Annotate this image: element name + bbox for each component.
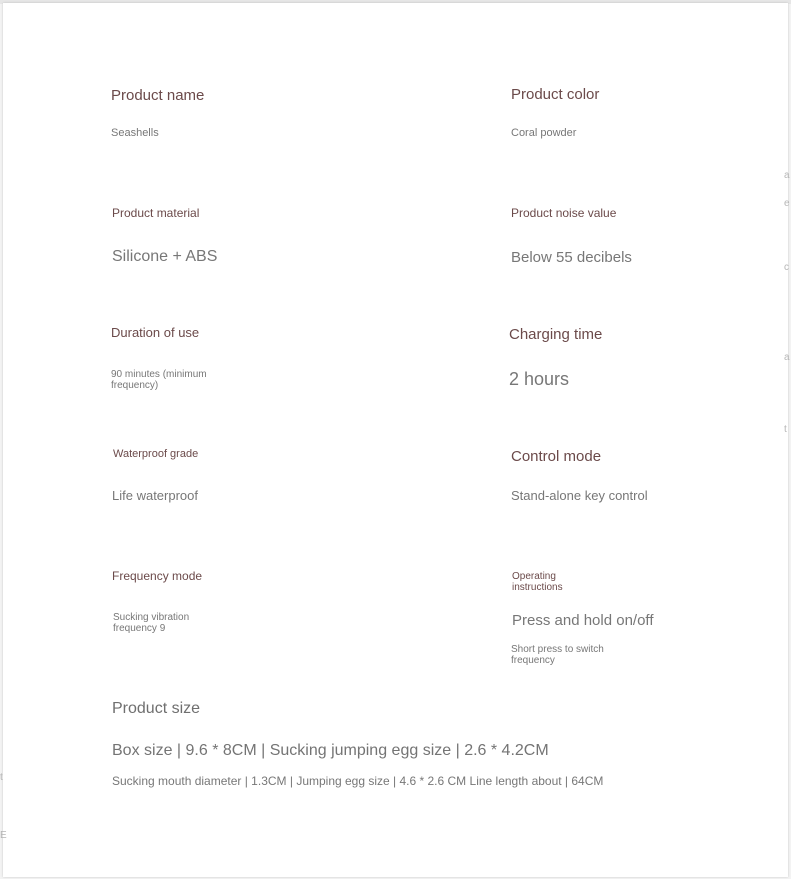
control-mode-label: Control mode xyxy=(511,448,602,465)
product-color-value: Coral powder xyxy=(511,127,577,139)
duration-value: 90 minutes (minimum frequency) xyxy=(111,369,207,391)
frequency-mode-value: Sucking vibration frequency 9 xyxy=(113,612,190,634)
product-name-value: Seashells xyxy=(111,127,159,139)
product-material-value: Silicone + ABS xyxy=(112,248,218,265)
product-size-line-1: Box size | 9.6 * 8CM | Sucking jumping egg size | 2.6 * 4.2CM xyxy=(112,742,549,759)
operating-instructions-label: Operating instructions xyxy=(512,571,563,593)
duration-label: Duration of use xyxy=(111,325,200,340)
product-name-label: Product name xyxy=(111,87,205,104)
background-fragment: t xyxy=(0,772,3,783)
product-size-line-2: Sucking mouth diameter | 1.3CM | Jumping egg size | 4.6 * 2.6 CM Line length about | 64CM xyxy=(112,774,604,788)
frequency-mode-label: Frequency mode xyxy=(112,569,203,583)
background-fragment: e xyxy=(784,198,790,209)
waterproof-label: Waterproof grade xyxy=(113,448,199,460)
background-fragment: c xyxy=(784,262,789,273)
charging-time-label: Charging time xyxy=(509,326,603,343)
product-material-label: Product material xyxy=(112,206,200,220)
product-color-label: Product color xyxy=(511,86,600,103)
operating-instructions-value: Press and hold on/off xyxy=(512,612,654,629)
background-fragment: a xyxy=(784,170,790,181)
noise-value-label: Product noise value xyxy=(511,206,617,220)
product-size-title: Product size xyxy=(112,700,201,717)
background-fragment: E xyxy=(0,830,7,841)
product-spec-sheet xyxy=(3,3,788,877)
operating-instructions-note: Short press to switch frequency xyxy=(511,644,604,666)
control-mode-value: Stand-alone key control xyxy=(511,488,648,503)
charging-time-value: 2 hours xyxy=(509,369,570,389)
waterproof-value: Life waterproof xyxy=(112,488,198,503)
background-fragment: a xyxy=(784,352,790,363)
noise-value-value: Below 55 decibels xyxy=(511,249,632,266)
background-fragment: t xyxy=(784,424,787,435)
